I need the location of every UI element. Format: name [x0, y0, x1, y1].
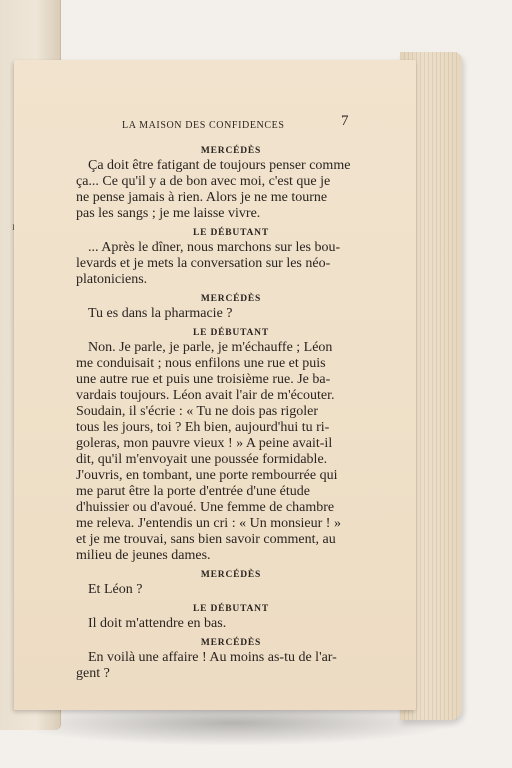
text-line: levards et je mets la conversation sur les néo-: [76, 256, 331, 271]
dialogue-paragraph: [76, 616, 366, 632]
text-line: tous les jours, toi ? Eh bien, aujourd'hui tu ri-: [76, 420, 330, 435]
text-line: me releva. J'entendis un cri : « Un monsieur ! »: [76, 516, 341, 531]
text-line: Ça doit être fatigant de toujours penser comme: [88, 158, 351, 173]
book-page: [14, 60, 416, 710]
dialogue-paragraph: [76, 158, 366, 222]
speaker-label: MERCÉDÈS: [200, 146, 262, 156]
dialogue-paragraph: [76, 340, 366, 564]
speaker-label: MERCÉDÈS: [200, 294, 262, 304]
text-line: me conduisait ; nous enfilons une rue et puis: [76, 356, 326, 371]
speaker-label: LE DÉBUTANT: [193, 328, 269, 338]
text-line: ... Après le dîner, nous marchons sur les bou-: [88, 240, 341, 255]
speaker-label: MERCÉDÈS: [200, 570, 262, 580]
text-line: platoniciens.: [76, 272, 148, 287]
text-line: goleras, mon pauvre vieux ! » A peine avait-il: [76, 436, 333, 451]
text-line: d'huissier ou d'avoué. Une femme de chambre: [76, 500, 335, 515]
running-title: LA MAISON DES CONFIDENCES: [122, 120, 285, 131]
text-line: une autre rue et puis une troisième rue. Je ba-: [76, 372, 331, 387]
text-line: milieu de jeunes dames.: [76, 548, 211, 563]
text-line: ne pense jamais à rien. Alors je ne me tourne: [76, 190, 328, 205]
dialogue-text: [76, 140, 366, 682]
dialogue-paragraph: [76, 650, 366, 682]
text-line: Non. Je parle, je parle, je m'échauffe ; Léon: [88, 340, 333, 355]
text-line: me parut être la porte d'entrée d'une étude: [76, 484, 310, 499]
text-line: pas les sangs ; je me laisse vivre.: [76, 206, 261, 221]
text-line: Il doit m'attendre en bas.: [88, 616, 227, 631]
text-line: et je me trouvai, sans bien savoir comment, au: [76, 532, 336, 547]
text-line: Et Léon ?: [88, 582, 143, 597]
dialogue-paragraph: [76, 240, 366, 288]
text-line: Soudain, il s'écrie : « Tu ne dois pas rigoler: [76, 404, 319, 419]
speaker-label: LE DÉBUTANT: [193, 228, 269, 238]
speaker-label: LE DÉBUTANT: [193, 604, 269, 614]
text-line: dit, qu'il m'envoyait une poussée formidable.: [76, 452, 328, 467]
text-line: vardais toujours. Léon avait l'air de m'écouter.: [76, 388, 335, 403]
text-line: Tu es dans la pharmacie ?: [88, 306, 233, 321]
text-line: En voilà une affaire ! Au moins as-tu de l'ar-: [88, 650, 337, 665]
page-number: 7: [341, 113, 349, 129]
text-line: J'ouvris, en tombant, une porte rembourrée qui: [76, 468, 338, 483]
text-line: gent ?: [76, 666, 110, 681]
text-line: ça... Ce qu'il y a de bon avec moi, c'est que je: [76, 174, 331, 189]
dialogue-paragraph: [76, 306, 366, 322]
dialogue-paragraph: [76, 582, 366, 598]
speaker-label: MERCÉDÈS: [200, 638, 262, 648]
